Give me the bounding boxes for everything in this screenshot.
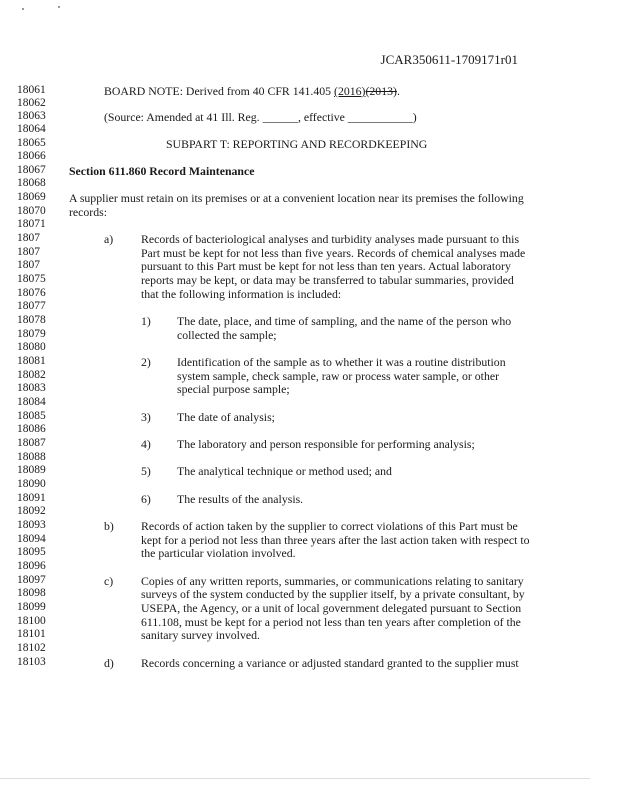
subitem-2-marker: 2) (141, 355, 151, 369)
line-number: 18068 (17, 177, 46, 189)
line-number: 1807 (17, 232, 40, 244)
line-number: 18092 (17, 505, 46, 517)
section-title: Section 611.860 Record Maintenance (69, 164, 255, 178)
source-note: (Source: Amended at 41 Ill. Reg. ______, effective ___________) (104, 110, 417, 124)
item-c-line: Copies of any written reports, summaries, or communications relating to sanitary (141, 574, 524, 588)
subitem-1-line: collected the sample; (177, 328, 277, 342)
scan-speck (22, 8, 24, 10)
item-c-line: surveys of the system conducted by the supplier itself, by a private consultant, by (141, 587, 525, 601)
line-number: 18100 (17, 615, 46, 627)
scan-speck (58, 6, 60, 8)
inserted-text: (2016) (334, 84, 366, 98)
line-number: 18095 (17, 546, 46, 558)
item-b-marker: b) (104, 519, 114, 533)
document-code: JCAR350611-1709171r01 (380, 52, 518, 67)
board-note (104, 84, 400, 98)
line-number: 18090 (17, 478, 46, 490)
item-c-line: sanitary survey involved. (141, 628, 260, 642)
line-number: 18078 (17, 314, 46, 326)
line-number: 18077 (17, 300, 46, 312)
intro-line: A supplier must retain on its premises or at a convenient location near its premises the following (69, 191, 524, 205)
line-number: 18081 (17, 355, 46, 367)
subitem-3-marker: 3) (141, 410, 151, 424)
subitem-1-marker: 1) (141, 314, 151, 328)
line-number: 18075 (17, 273, 46, 285)
line-number: 18076 (17, 287, 46, 299)
line-number: 18083 (17, 382, 46, 394)
line-number: 18088 (17, 451, 46, 463)
struck-text: (2013) (365, 84, 397, 98)
line-number: 18094 (17, 533, 46, 545)
line-number: 18067 (17, 164, 46, 176)
subitem-6-marker: 6) (141, 492, 151, 506)
page-bottom-edge (0, 778, 590, 779)
line-number: 18086 (17, 423, 46, 435)
subpart-title: SUBPART T: REPORTING AND RECORDKEEPING (166, 137, 428, 151)
intro-line: records: (69, 205, 107, 219)
line-number: 1807 (17, 246, 40, 258)
subitem-1-line: The date, place, and time of sampling, and the name of the person who (177, 314, 512, 328)
item-a-marker: a) (104, 232, 114, 246)
line-number: 18101 (17, 628, 46, 640)
subitem-2-line: Identification of the sample as to whether it was a routine distribution (177, 355, 506, 369)
line-number: 18082 (17, 369, 46, 381)
line-number: 18070 (17, 205, 46, 217)
line-number: 18066 (17, 150, 46, 162)
line-number: 18079 (17, 328, 46, 340)
subitem-4-marker: 4) (141, 437, 151, 451)
line-number: 18080 (17, 341, 46, 353)
line-number: 18085 (17, 410, 46, 422)
line-number: 18103 (17, 656, 46, 668)
item-b-line: Records of action taken by the supplier to correct violations of this Part must be (141, 519, 518, 533)
line-number: 18064 (17, 123, 46, 135)
item-a-line: reports may be kept, or data may be transferred to tabular summaries, provided (141, 273, 514, 287)
line-number: 1807 (17, 259, 40, 271)
line-number: 18098 (17, 587, 46, 599)
subitem-2-line: special purpose sample; (177, 382, 290, 396)
item-a-line: Part must be kept for not less than five years. Records of chemical analyses made (141, 246, 526, 260)
item-c-line: 611.108, must be kept for a period not less than ten years after completion of the (141, 615, 521, 629)
line-number: 18069 (17, 191, 46, 203)
item-b-line: the particular violation involved. (141, 546, 296, 560)
board-note-text: BOARD NOTE: Derived from 40 CFR 141.405 (104, 84, 335, 98)
item-d-marker: d) (104, 656, 114, 670)
line-number: 18087 (17, 437, 46, 449)
subitem-4-line: The laboratory and person responsible for performing analysis; (177, 437, 475, 451)
line-number: 18099 (17, 601, 46, 613)
subitem-5-marker: 5) (141, 464, 151, 478)
line-number: 18061 (17, 84, 46, 96)
line-number: 18097 (17, 574, 46, 586)
subitem-5-line: The analytical technique or method used; and (177, 464, 392, 478)
item-a-line: pursuant to this Part must be kept for not less than ten years. Actual laboratory (141, 259, 511, 273)
line-number: 18089 (17, 464, 46, 476)
line-number: 18063 (17, 110, 46, 122)
line-number: 18062 (17, 97, 46, 109)
subitem-2-line: system sample, check sample, raw or process water sample, or other (177, 369, 500, 383)
item-c-line: USEPA, the Agency, or a unit of local government delegated pursuant to Section (141, 601, 522, 615)
line-number: 18102 (17, 642, 46, 654)
item-a-line: that the following information is included: (141, 287, 342, 301)
line-number: 18091 (17, 492, 46, 504)
line-number: 18084 (17, 396, 46, 408)
line-number: 18071 (17, 218, 46, 230)
item-b-line: kept for a period not less than three years after the last action taken with respect to (141, 533, 530, 547)
line-number: 18065 (17, 137, 46, 149)
board-note-end: . (396, 84, 400, 98)
subitem-3-line: The date of analysis; (177, 410, 275, 424)
line-number: 18096 (17, 560, 46, 572)
item-a-line: Records of bacteriological analyses and turbidity analyses made pursuant to this (141, 232, 520, 246)
subitem-6-line: The results of the analysis. (177, 492, 304, 506)
item-d-line: Records concerning a variance or adjusted standard granted to the supplier must (141, 656, 519, 670)
item-c-marker: c) (104, 574, 114, 588)
line-number: 18093 (17, 519, 46, 531)
